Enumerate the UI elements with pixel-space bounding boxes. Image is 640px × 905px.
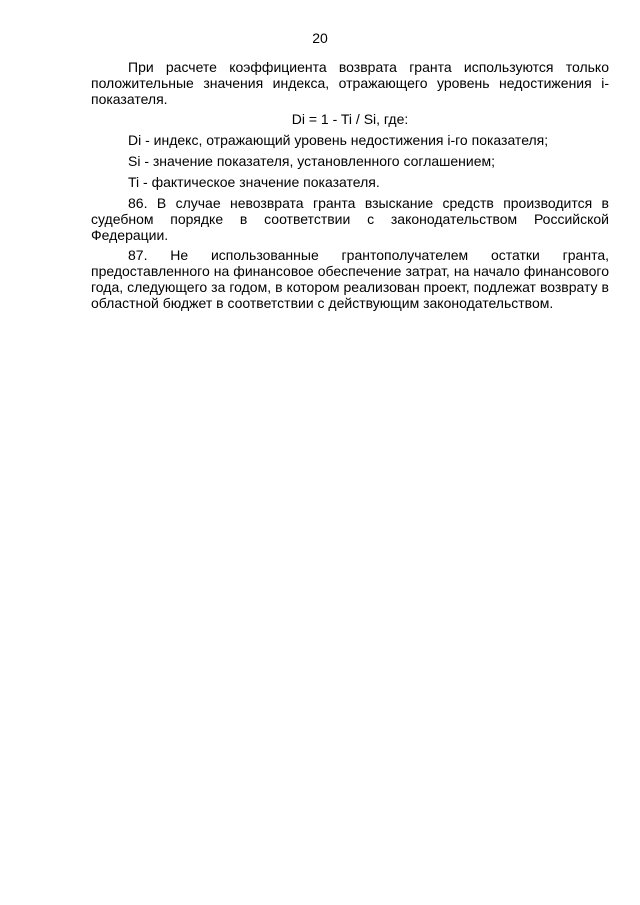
definition-si: Si - значение показателя, установленного соглашением; — [128, 153, 496, 169]
page-number: 20 — [312, 30, 328, 46]
paragraph-grant-return-coefficient: При расчете коэффициента возврата гранта используются только положительные значения индекса, отражающего уровень недостижения i-показателя. — [91, 59, 609, 107]
paragraph-86: 86. В случае невозврата гранта взыскание средств производится в судебном порядке в соответствии с законодательством Российской Федерации. — [91, 195, 609, 243]
formula-di: Di = 1 - Ti / Si, где: — [291, 111, 409, 127]
document-body — [91, 59, 609, 311]
paragraph-87: 87. Не использованные грантополучателем остатки гранта, предоставленного на финансовое обеспечение затрат, на начало финансового года, следующего за годом, в котором реализован проект, подлежат возврату в областной бюджет в соответствии с действующим законодательством. — [91, 247, 609, 311]
definition-di: Di - индекс, отражающий уровень недостижения i-го показателя; — [128, 132, 549, 148]
definition-ti: Ti - фактическое значение показателя. — [128, 174, 380, 190]
